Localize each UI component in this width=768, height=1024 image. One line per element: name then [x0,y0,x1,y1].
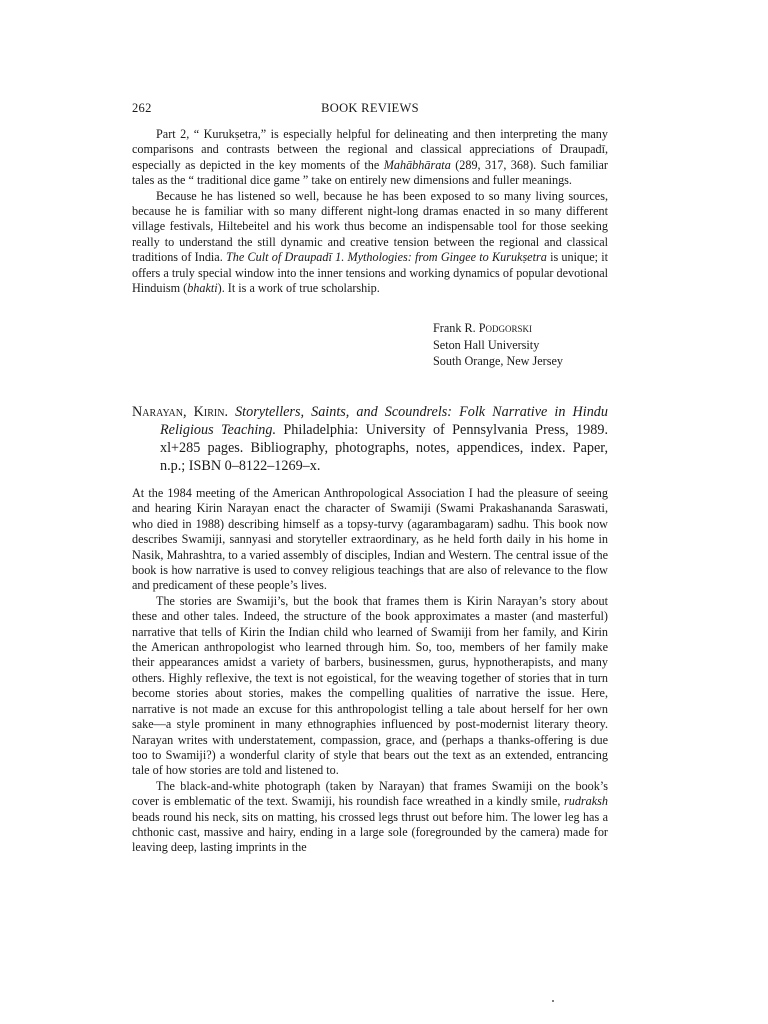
reviewer-institution: Seton Hall University [433,337,540,352]
review-2-citation: Narayan, Kirin. Storytellers, Saints, and Scoundrels: Folk Narrative in Hindu Religious Teaching. Philadelphia: University of Pennsylvania Press, 1989. xl+285 pages. Bibliography, photographs, notes, appendices, index. Paper, n.p.; ISBN 0–8122–1269–x. [132,404,608,474]
page-number: 262 [132,101,152,115]
citation-author-given: Kirin [193,404,225,420]
review-2-paragraph-3: The black-and-white photograph (taken by Narayan) that frames Swamiji on the book’s cover is emblematic of the text. Swamiji, his roundish face wreathed in a kindly smile, rudraksh beads round his neck, sits on matting, his crossed legs thrust out before him. The lower leg has a chthonic cast, massive and hairy, ending in a large sole (foregrounded by the camera) made for leaving deep, lasting imprints in the [132,778,608,855]
review-1-paragraph-2: Because he has listened so well, because he has been exposed to so many living sources, because he is familiar with so many different night-long dramas enacted in so many different village festivals, Hiltebeitel and his work thus become an indispensable tool for those seeking really to understand the still dynamic and creative tension between the regional and classical traditions of India. The Cult of Draupadī 1. Mythologies: from Gingee to Kurukṣetra is unique; it offers a truly special window into the inner tensions and working dynamics of popular devotional Hinduism (bhakti). It is a work of true scholarship. [132,188,608,296]
review-2-paragraph-1: At the 1984 meeting of the American Anthropological Association I had the pleasure of seeing and hearing Kirin Narayan enact the character of Swamiji (Swami Prakashananda Saraswati, who died in 1988) describing himself as a topsy-turvy (agarambagaram) sadhu. This book now describes Swamiji, sannyasi and storyteller extraordinary, as he held forth daily in his home in Nasik, Mahrashtra, to a varied assembly of disciples, Indian and Western. The central issue of the book is how narrative is used to convey religious teachings that are also of relevance to the flow and predicament of these people’s lives. [132,486,608,593]
running-head: BOOK REVIEWS [321,101,419,115]
mahabharata-title: Mahābhārata [383,157,451,172]
review-1-paragraph-1: Part 2, “ Kurukṣetra,” is especially helpful for delineating and then interpreting the many comparisons and contrasts between the regional and classical appreciations of Draupadī, especially as depicted in the key moments of the Mahābhārata (289, 317, 368). Such familiar tales as the “ traditional dice game ” take on entirely new dimensions and fuller meanings. [132,127,608,188]
page-header [132,101,608,117]
term-bhakti: bhakti [187,281,218,296]
review-2-paragraph-2: The stories are Swamiji’s, but the book that frames them is Kirin Narayan’s story about these and other tales. Indeed, the structure of the book approximates a master (and masterful) narrative that tells of Kirin the Indian child who learned of Swamiji from her family, and Kirin the American anthropologist who learned through him. So, too, members of her family make their appearances amidst a variety of barbers, businessmen, gurus, hypnotherapists, and many others. Highly reflexive, the text is not egoistical, for the weaving together of stories that in turn become stories about stories, makes the compelling qualities of narrative the issue. Here, narrative is not made an excuse for this anthropologist telling a tale about herself for her own sake—a style prominent in many ethnographies influenced by post-modernist literary theory. Narayan writes with understatement, compassion, grace, and (perhaps a thanks-offering is due too to Swamiji?) a wonderful clarity of style that bears out the text as an extended, entrancing tale of how stories are told and listened to. [132,593,608,778]
reviewer-location: South Orange, New Jersey [433,354,563,368]
reviewer-signature [433,320,563,370]
citation-title: Storytellers, Saints, and Scoundrels: Folk Narrative in Hindu Religious Teaching. [160,404,608,438]
citation-author-surname: Narayan [132,404,183,420]
term-rudraksh: rudraksh [563,794,608,809]
review-1-body [132,127,608,296]
scan-speck [552,1000,554,1002]
reviewer-name: Frank R. Podgorski [433,321,532,335]
book-title-cult-of-draupadi: The Cult of Draupadī 1. Mythologies: from Gingee to Kurukṣetra [226,250,547,265]
review-2-body [132,486,608,856]
citation-details: Philadelphia: University of Pennsylvania Press, 1989. xl+285 pages. Bibliography, photographs, notes, appendices, index. Paper, n.p.; ISBN 0–8122–1269–x. [160,422,608,474]
